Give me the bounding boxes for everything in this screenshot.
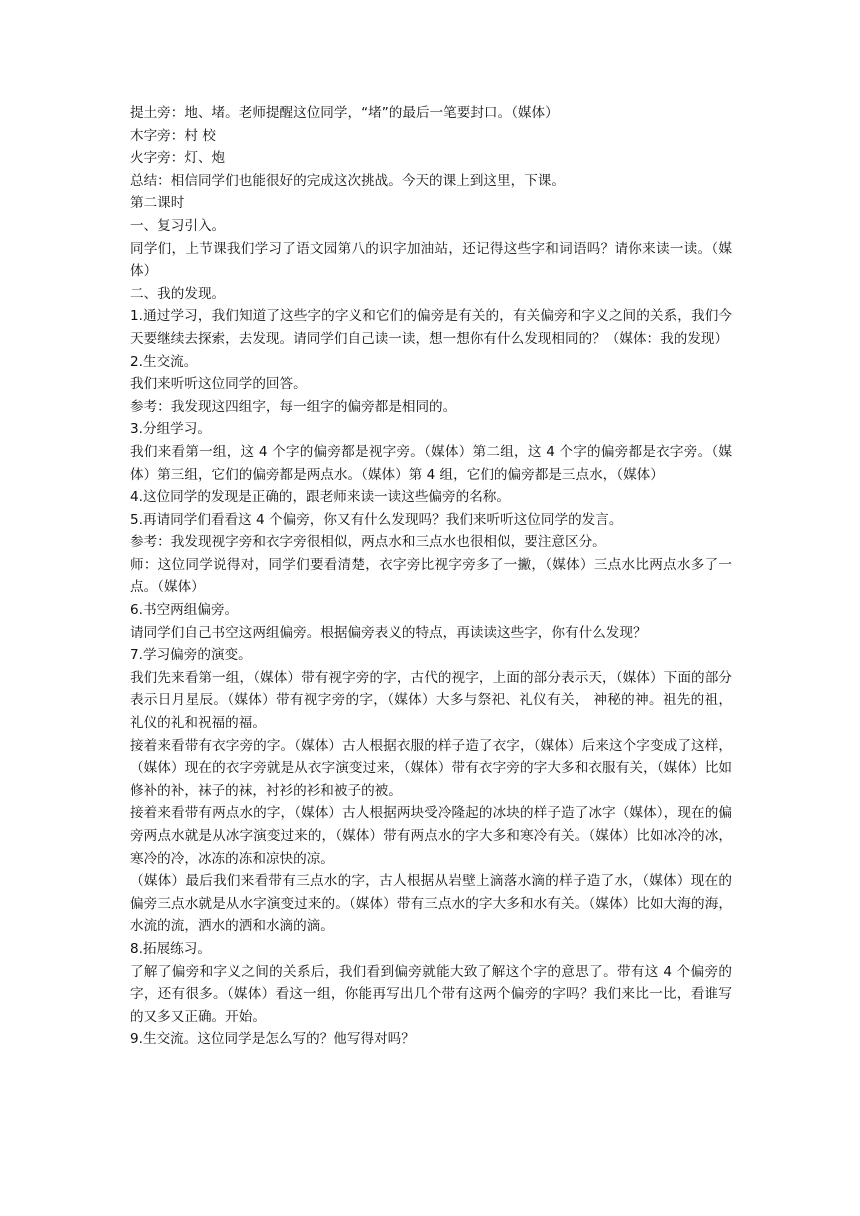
text-paragraph: 接着来看带有两点水的字，（媒体）古人根据两块受冷隆起的冰块的样子造了冰字（媒体），现在的偏旁两点水就是从冰字演变过来的，（媒体）带有两点水的字大多和寒冷有关。（媒体）比如冰冷的冰，寒冷的冷，冰冻的冻和凉快的凉。 — [130, 805, 732, 867]
section-heading: 一、复习引入。 — [130, 217, 226, 234]
text-paragraph: 了解了偏旁和字义之间的关系后，我们看到偏旁就能大致了解这个字的意思了。带有这 4 个偏旁的字，还有很多。（媒体）看这一组，你能再写出几个带有这两个偏旁的字吗？我们来比一比，看谁写的又多又正确。开始。 — [130, 963, 732, 1025]
step-heading: 9.生交流。这位同学是怎么写的？他写得对吗？ — [130, 1031, 415, 1048]
section-heading: 二、我的发现。 — [130, 285, 226, 302]
step-heading: 2.生交流。 — [130, 353, 198, 370]
text-paragraph: 同学们，上节课我们学习了语文园第八的识字加油站，还记得这些字和词语吗？请你来读一读。（媒体） — [130, 240, 732, 280]
step-heading: 4.这位同学的发现是正确的，跟老师来读一读这些偏旁的名称。 — [130, 489, 510, 506]
text-paragraph: 接着来看带有衣字旁的字。（媒体）古人根据衣服的样子造了衣字，（媒体）后来这个字变成了这样，（媒体）现在的衣字旁就是从衣字演变过来，（媒体）带有衣字旁的字大多和衣服有关，（媒体）比如修补的补，袜子的袜，衬衫的衫和被子的被。 — [130, 737, 732, 799]
step-heading: 8.拓展练习。 — [130, 940, 211, 957]
document-body — [130, 102, 732, 1051]
step-heading: 3.分组学习。 — [130, 421, 211, 438]
text-paragraph: 1.通过学习，我们知道了这些字的字义和它们的偏旁是有关的，有关偏旁和字义之间的关系，我们今天要继续去探索，去发现。请同学们自己读一读，想一想你有什么发现相同的？（媒体：我的发现） — [130, 308, 732, 347]
text-line: 木字旁：村 校 — [130, 127, 216, 144]
text-paragraph: 师：这位同学说得对，同学们要看清楚，衣字旁比视字旁多了一撇，（媒体）三点水比两点水多了一点。（媒体） — [130, 556, 732, 596]
text-paragraph: 我们来看第一组，这 4 个字的偏旁都是视字旁。（媒体）第二组，这 4 个字的偏旁都是衣字旁。（媒体）第三组，它们的偏旁都是两点水。（媒体）第 4 组，它们的偏旁都是三点水，（媒体） — [130, 443, 732, 483]
text-line: 我们来听听这位同学的回答。 — [130, 376, 307, 393]
step-heading: 7.学习偏旁的演变。 — [130, 647, 252, 664]
text-line: 总结：相信同学们也能很好的完成这次挑战。今天的课上到这里，下课。 — [130, 172, 565, 189]
text-line: 参考：我发现视字旁和衣字旁很相似，两点水和三点水也很相似，要注意区分。 — [130, 534, 606, 551]
text-line: 请同学们自己书空这两组偏旁。根据偏旁表义的特点，再读读这些字，你有什么发现？ — [130, 624, 647, 641]
step-heading: 5.再请同学们看看这 4 个偏旁，你又有什么发现吗？我们来听听这位同学的发言。 — [130, 511, 623, 528]
section-heading: 第二课时 — [130, 195, 185, 212]
text-line: 提土旁：地、堵。老师提醒这位同学，“堵”的最后一笔要封口。（媒体） — [130, 105, 559, 121]
text-paragraph: 我们先来看第一组，（媒体）带有视字旁的字，古代的视字，上面的部分表示天，（媒体）下面的部分表示日月星辰。（媒体）带有视字旁的字，（媒体）大多与祭祀、礼仪有关， 神秘的神。祖先的祖，礼仪的礼和祝福的福。 — [130, 669, 732, 732]
text-line: 参考：我发现这四组字，每一组字的偏旁都是相同的。 — [130, 398, 457, 415]
step-heading: 6.书空两组偏旁。 — [130, 602, 239, 619]
text-paragraph: （媒体）最后我们来看带有三点水的字，古人根据从岩壁上滴落水滴的样子造了水，（媒体）现在的偏旁三点水就是从水字演变过来的。（媒体）带有三点水的字大多和水有关。（媒体）比如大海的海，水流的流，洒水的洒和水滴的滴。 — [130, 873, 732, 935]
text-line: 火字旁：灯、炮 — [130, 150, 226, 167]
